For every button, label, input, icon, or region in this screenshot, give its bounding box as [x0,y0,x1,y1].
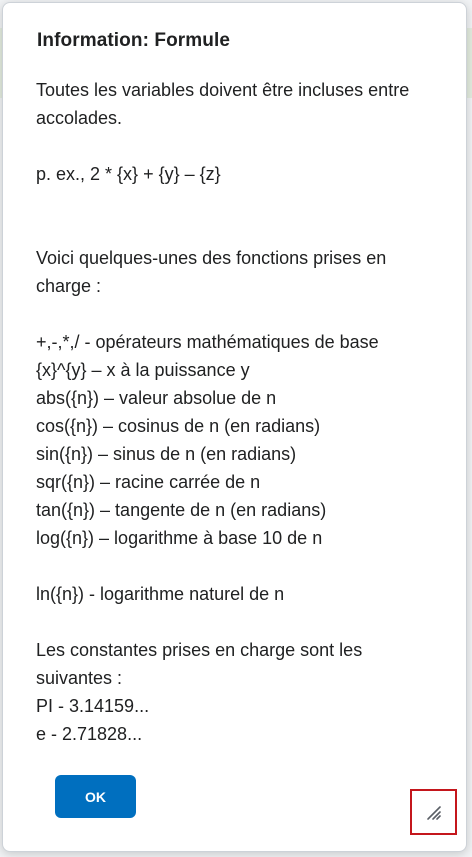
constants-paragraph [36,636,441,748]
functions-intro-paragraph [36,244,441,300]
constants-intro-line: Les constantes prises en charge sont les [36,640,363,660]
dialog-title: Information: Formule [37,30,231,51]
example-paragraph [36,160,441,188]
resize-grip-icon [426,805,442,821]
function-item: abs({n}) – valeur absolue de n [36,388,277,408]
functions-intro-line: Voici quelques-unes des fonctions prises en [36,248,387,268]
ln-function-paragraph [36,580,441,608]
resize-handle[interactable] [410,789,457,835]
function-item: tan({n}) – tangente de n (en radians) [36,500,327,520]
ok-button[interactable]: OK [55,775,136,818]
example-line: p. ex., 2 * {x} + {y} – {z} [36,164,221,184]
function-item: +,-,*,/ - opérateurs mathématiques de base [36,332,379,352]
function-item: sin({n}) – sinus de n (en radians) [36,444,297,464]
formula-info-dialog [2,2,467,852]
function-item: cos({n}) – cosinus de n (en radians) [36,416,321,436]
functions-intro-line: charge : [36,276,102,296]
constants-intro-line: suivantes : [36,668,123,688]
function-item: log({n}) – logarithme à base 10 de n [36,528,323,548]
constant-item: e - 2.71828... [36,724,143,744]
functions-list [36,328,441,552]
constant-item: PI - 3.14159... [36,696,150,716]
intro-line: accolades. [36,108,123,128]
function-item: sqr({n}) – racine carrée de n [36,472,261,492]
intro-line: Toutes les variables doivent être incluses entre [36,80,410,100]
function-item: ln({n}) - logarithme naturel de n [36,584,285,604]
function-item: {x}^{y} – x à la puissance y [36,360,250,380]
intro-paragraph [36,76,441,132]
